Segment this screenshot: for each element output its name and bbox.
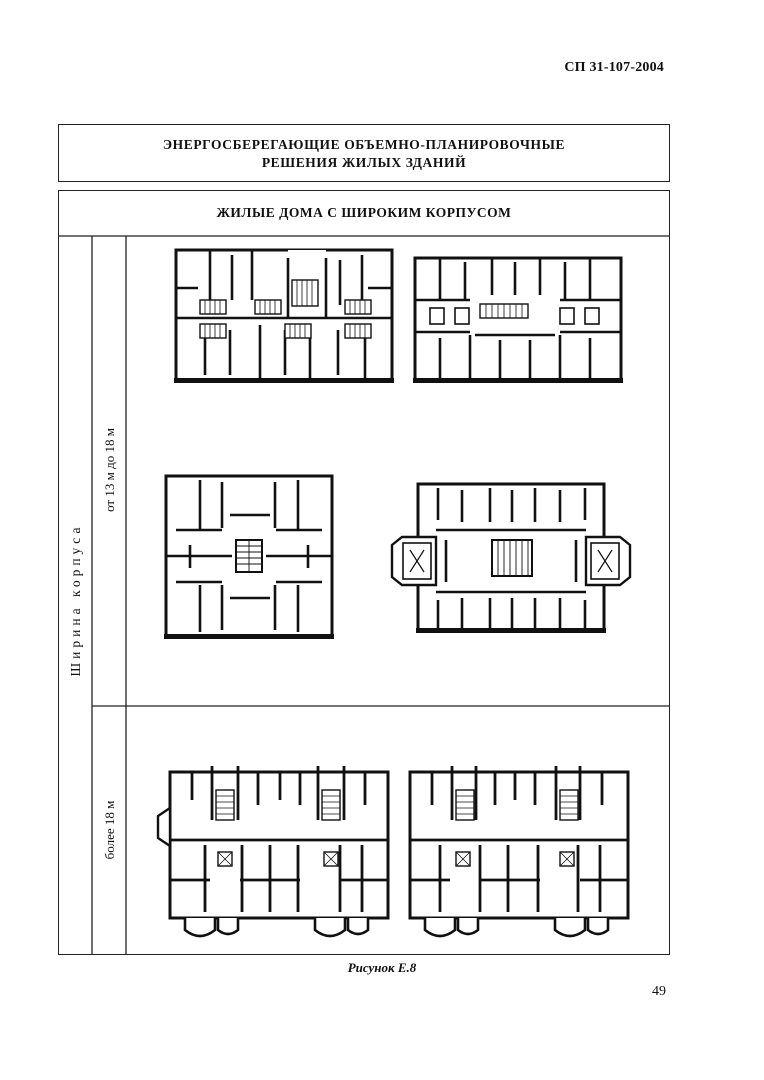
figure-caption: Рисунок Е.8 bbox=[347, 960, 417, 975]
floor-plan-3 bbox=[164, 476, 334, 639]
row-label-13-18: от 13 м до 18 м bbox=[102, 428, 117, 512]
table-heading: ЖИЛЫЕ ДОМА С ШИРОКИМ КОРПУСОМ bbox=[216, 205, 512, 220]
floor-plan-4 bbox=[392, 484, 630, 633]
title-line-1: ЭНЕРГОСБЕРЕГАЮЩИЕ ОБЪЕМНО-ПЛАНИРОВОЧНЫЕ bbox=[162, 137, 566, 152]
floor-plan-1 bbox=[174, 250, 394, 383]
axis-label-width: Ширина корпуса bbox=[68, 523, 83, 677]
floor-plan-6 bbox=[410, 766, 628, 936]
floor-plan-5 bbox=[158, 766, 388, 936]
title-line-2: РЕШЕНИЯ ЖИЛЫХ ЗДАНИЙ bbox=[261, 155, 467, 170]
document-code: СП 31-107-2004 bbox=[564, 60, 664, 75]
row-label-over-18: более 18 м bbox=[102, 800, 117, 860]
floor-plan-2 bbox=[413, 258, 623, 383]
page-number: 49 bbox=[652, 984, 666, 999]
